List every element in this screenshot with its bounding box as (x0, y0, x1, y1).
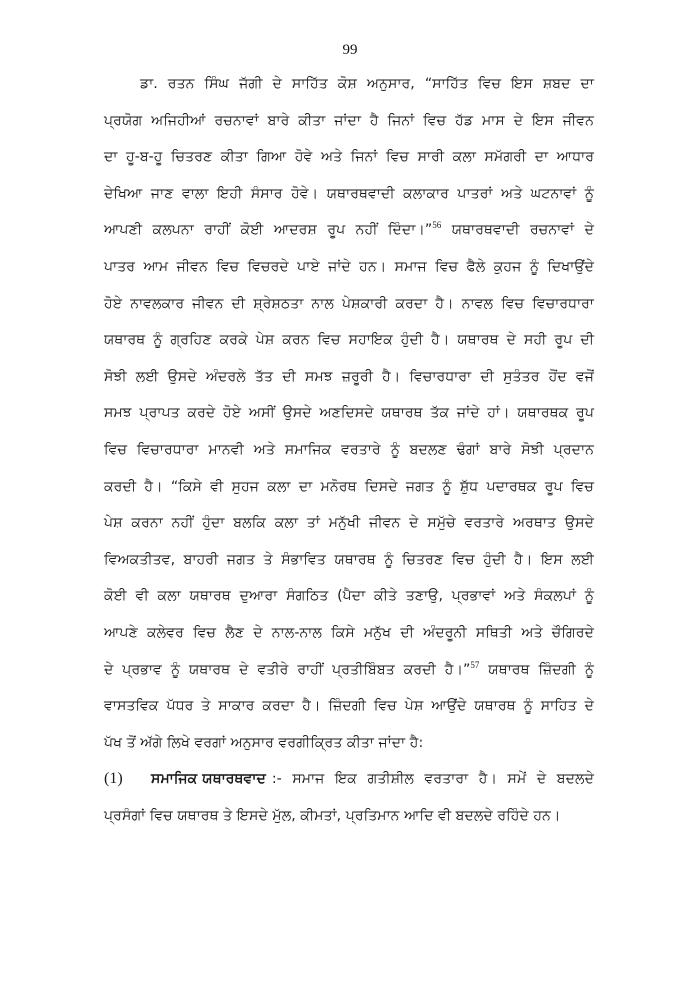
section-heading (104, 761, 594, 798)
text-segment: ਯਥਾਰਥਵਾਦੀ ਰਚਨਾਵਾਂ ਦੇ (441, 222, 595, 239)
text-line: ਵਿਅਕਤੀਤਵ, ਬਾਹਰੀ ਜਗਤ ਤੇ ਸੰਭਾਵਿਤ ਯਥਾਰਥ ਨੂੰ ਚਿਤਰਣ ਵਿਚ ਹੁੰਦੀ ਹੈ। ਇਸ ਲਈ (104, 551, 594, 568)
text-line: ਦਾ ਹੂ-ਬ-ਹੂ ਚਿਤਰਣ ਕੀਤਾ ਗਿਆ ਹੋਵੇ ਅਤੇ ਜਿਨਾਂ ਵਿਚ ਸਾਰੀ ਕਲਾ ਸਮੱਗਰੀ ਦਾ ਆਧਾਰ (104, 149, 594, 166)
text-line-with-footnote (104, 652, 594, 689)
section-text: :- ਸਮਾਜ ਇਕ ਗਤੀਸ਼ੀਲ ਵਰਤਾਰਾ ਹੈ। ਸਮੇਂ ਦੇ ਬਦਲਦੇ (271, 771, 594, 788)
text-line: ਸੋਝੀ ਲਈ ਉਸਦੇ ਅੰਦਰਲੇ ਤੱਤ ਦੀ ਸਮਝ ਜ਼ਰੂਰੀ ਹੈ। ਵਿਚਾਰਧਾਰਾ ਦੀ ਸੁਤੰਤਰ ਹੋਂਦ ਵਜੋਂ (104, 368, 594, 385)
text-line: ਪਾਤਰ ਆਮ ਜੀਵਨ ਵਿਚ ਵਿਚਰਦੇ ਪਾਏ ਜਾਂਦੇ ਹਨ। ਸਮਾਜ ਵਿਚ ਫੈਲੇ ਕੁਹਜ ਨੂੰ ਦਿਖਾਉਂਦੇ (104, 258, 594, 275)
text-line: ਸਮਝ ਪ੍ਰਾਪਤ ਕਰਦੇ ਹੋਏ ਅਸੀਂ ਉਸਦੇ ਅਣਦਿਸਦੇ ਯਥਾਰਥ ਤੱਕ ਜਾਂਦੇ ਹਾਂ। ਯਥਾਰਥਕ ਰੂਪ (104, 405, 594, 422)
text-line: ਕੋਈ ਵੀ ਕਲਾ ਯਥਾਰਥ ਦੁਆਰਾ ਸੰਗਠਿਤ (ਪੈਦਾ ਕੀਤੇ ਤਣਾਉ, ਪ੍ਰਭਾਵਾਂ ਅਤੇ ਸੰਕਲਪਾਂ ਨੂੰ (104, 588, 594, 605)
body-text (104, 66, 594, 834)
text-line-with-footnote (104, 212, 594, 249)
text-line: ਆਪਣੇ ਕਲੇਵਰ ਵਿਚ ਲੈਣ ਦੇ ਨਾਲ-ਨਾਲ ਕਿਸੇ ਮਨੁੱਖ ਦੀ ਅੰਦਰੂਨੀ ਸਥਿਤੀ ਅਤੇ ਚੌਗਿਰਦੇ (104, 624, 594, 641)
footnote-ref: 56 (432, 220, 442, 231)
text-line: ਪੱਖ ਤੋਂ ਅੱਗੇ ਲਿਖੇ ਵਰਗਾਂ ਅਨੁਸਾਰ ਵਰਗੀਕ੍ਰਿਤ ਕੀਤਾ ਜਾਂਦਾ ਹੈ: (104, 734, 424, 751)
footnote-ref: 57 (470, 659, 480, 670)
text-line: ਪੇਸ਼ ਕਰਨਾ ਨਹੀਂ ਹੁੰਦਾ ਬਲਕਿ ਕਲਾ ਤਾਂ ਮਨੁੱਖੀ ਜੀਵਨ ਦੇ ਸਮੁੱਚੇ ਵਰਤਾਰੇ ਅਰਥਾਤ ਉਸਦੇ (104, 515, 594, 532)
section-term: ਸਮਾਜਿਕ ਯਥਾਰਥਵਾਦ (151, 771, 266, 788)
text-line: ਪ੍ਰਸੰਗਾਂ ਵਿਚ ਯਥਾਰਥ ਤੇ ਇਸਦੇ ਮੁੱਲ, ਕੀਮਤਾਂ, ਪ੍ਰਤਿਮਾਨ ਆਦਿ ਵੀ ਬਦਲਦੇ ਰਹਿੰਦੇ ਹਨ। (104, 807, 561, 824)
text-segment: ਆਪਣੀ ਕਲਪਨਾ ਰਾਹੀਂ ਕੋਈ ਆਦਰਸ਼ ਰੂਪ ਨਹੀਂ ਦਿੰਦਾ।” (104, 222, 433, 239)
text-segment: ਯਥਾਰਥ ਜ਼ਿੰਦਗੀ ਨੂੰ (479, 661, 594, 678)
text-line: ਦੇਖਿਆ ਜਾਣ ਵਾਲਾ ਇਹੀ ਸੰਸਾਰ ਹੋਵੇ। ਯਥਾਰਥਵਾਦੀ ਕਲਾਕਾਰ ਪਾਤਰਾਂ ਅਤੇ ਘਟਨਾਵਾਂ ਨੂੰ (104, 185, 594, 202)
page-number: 99 (342, 42, 358, 58)
text-line: ਡਾ. ਰਤਨ ਸਿੰਘ ਜੱਗੀ ਦੇ ਸਾਹਿੱਤ ਕੋਸ਼ ਅਨੁਸਾਰ, “ਸਾਹਿੱਤ ਵਿਚ ਇਸ ਸ਼ਬਦ ਦਾ (140, 76, 594, 92)
section-number: (1) (104, 770, 123, 788)
text-line: ਹੋਏ ਨਾਵਲਕਾਰ ਜੀਵਨ ਦੀ ਸ਼੍ਰੇਸ਼ਠਤਾ ਨਾਲ ਪੇਸ਼ਕਾਰੀ ਕਰਦਾ ਹੈ। ਨਾਵਲ ਵਿਚ ਵਿਚਾਰਧਾਰਾ (104, 295, 594, 312)
text-line: ਵਾਸਤਵਿਕ ਪੱਧਰ ਤੇ ਸਾਕਾਰ ਕਰਦਾ ਹੈ। ਜ਼ਿੰਦਗੀ ਵਿਚ ਪੇਸ਼ ਆਉਂਦੇ ਯਥਾਰਥ ਨੂੰ ਸਾਹਿਤ ਦੇ (104, 698, 594, 715)
text-line: ਵਿਚ ਵਿਚਾਰਧਾਰਾ ਮਾਨਵੀ ਅਤੇ ਸਮਾਜਿਕ ਵਰਤਾਰੇ ਨੂੰ ਬਦਲਣ ਢੰਗਾਂ ਬਾਰੇ ਸੋਝੀ ਪ੍ਰਦਾਨ (104, 441, 594, 458)
text-segment: ਦੇ ਪ੍ਰਭਾਵ ਨੂੰ ਯਥਾਰਥ ਦੇ ਵਤੀਰੇ ਰਾਹੀਂ ਪ੍ਰਤੀਬਿੰਬਤ ਕਰਦੀ ਹੈ।” (104, 661, 471, 678)
text-line: ਯਥਾਰਥ ਨੂੰ ਗ੍ਰਹਿਣ ਕਰਕੇ ਪੇਸ਼ ਕਰਨ ਵਿਚ ਸਹਾਇਕ ਹੁੰਦੀ ਹੈ। ਯਥਾਰਥ ਦੇ ਸਹੀ ਰੂਪ ਦੀ (104, 332, 594, 349)
text-line: ਕਰਦੀ ਹੈ। “ਕਿਸੇ ਵੀ ਸੁਹਜ ਕਲਾ ਦਾ ਮਨੋਰਥ ਦਿਸਦੇ ਜਗਤ ਨੂੰ ਸ਼ੁੱਧ ਪਦਾਰਥਕ ਰੂਪ ਵਿਚ (104, 478, 594, 495)
text-line: ਪ੍ਰਯੋਗ ਅਜਿਹੀਆਂ ਰਚਨਾਵਾਂ ਬਾਰੇ ਕੀਤਾ ਜਾਂਦਾ ਹੈ ਜਿਨਾਂ ਵਿਚ ਹੱਡ ਮਾਸ ਦੇ ਇਸ ਜੀਵਨ (104, 112, 594, 129)
